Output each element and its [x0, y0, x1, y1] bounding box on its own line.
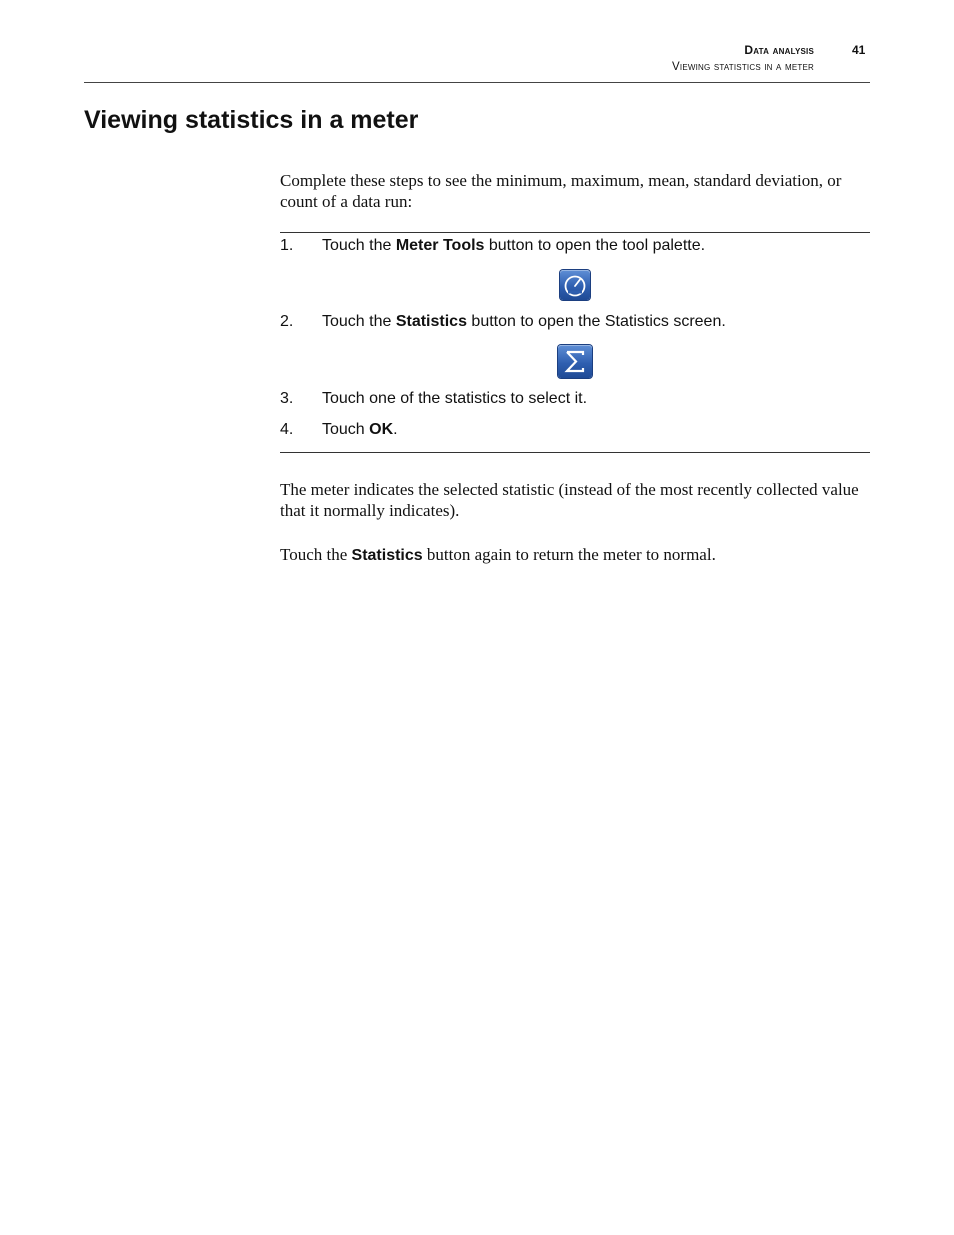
- page-title: Viewing statistics in a meter: [84, 106, 419, 134]
- intro-paragraph: Complete these steps to see the minimum, maximum, mean, standard deviation, or count of a data run:: [280, 171, 842, 211]
- ok-label: OK: [369, 421, 394, 438]
- return-paragraph: Touch the Statistics button again to return the meter to normal.: [280, 545, 716, 564]
- statistics-sigma-icon: [558, 345, 592, 378]
- meter-tools-label: Meter Tools: [395, 237, 485, 254]
- step-text: Touch one of the statistics to select it.: [322, 390, 588, 407]
- header-divider: [84, 82, 870, 83]
- meter-tools-icon: [560, 270, 590, 300]
- page-number: 41: [852, 43, 866, 57]
- statistics-label: Statistics: [395, 313, 467, 330]
- statistics-label: Statistics: [351, 547, 423, 564]
- step-number: 2.: [280, 313, 294, 330]
- step-number: 3.: [280, 390, 294, 407]
- steps-top-divider: [280, 232, 870, 233]
- step-text: Touch the Meter Tools button to open the tool palette.: [322, 237, 706, 254]
- result-paragraph: The meter indicates the selected statistic (instead of the most recently collected value that it normally indicates).: [280, 480, 859, 520]
- steps-bottom-divider: [280, 452, 870, 453]
- chapter-title: Data analysis: [744, 43, 814, 57]
- running-head: [672, 42, 814, 76]
- section-title: Viewing statistics in a meter: [672, 61, 814, 73]
- step-text: Touch the Statistics button to open the Statistics screen.: [322, 313, 726, 330]
- step-text: Touch OK.: [322, 421, 398, 438]
- step-number: 1.: [280, 237, 294, 254]
- step-number: 4.: [280, 421, 294, 438]
